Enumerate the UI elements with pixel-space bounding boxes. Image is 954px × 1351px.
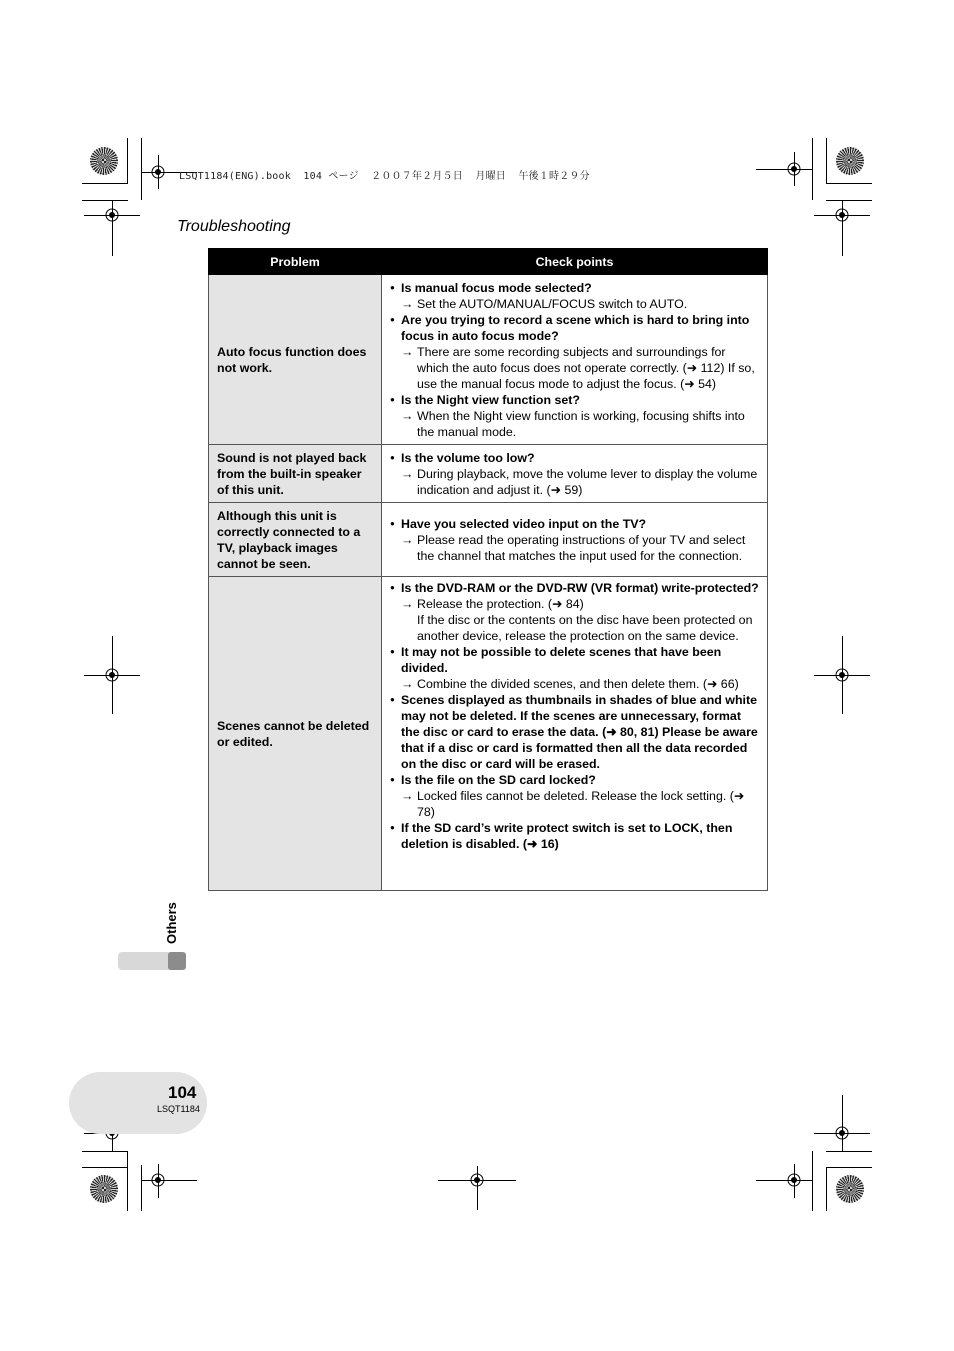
registration-mark-icon [785,160,803,178]
registration-mark-icon [833,666,851,684]
check-answer [390,532,759,564]
check-question-text: Is the file on the SD card locked? [401,773,596,787]
check-answer-text: During playback, move the volume lever to display the volume indication and adjust it. (➜ 59) [417,466,758,497]
check-answer-text: Combine the divided scenes, and then delete them. (➜ 66) [417,677,739,691]
check-question-text: Have you selected video input on the TV? [401,516,647,531]
check-question [390,692,759,772]
print-registration-sun-icon [836,1175,864,1203]
check-question-text: It may not be possible to delete scenes that have been divided. [401,645,722,675]
model-code: LSQT1184 [157,1104,200,1114]
section-tab-marker [168,952,186,970]
column-header-problem: Problem [209,249,382,275]
arrow-right-icon: → [401,344,414,359]
problem-cell: Auto focus function does not work. [209,275,382,445]
registration-mark-icon [833,1124,851,1142]
check-answer-text: Release the protection. (➜ 84) [417,597,584,611]
check-question [390,820,759,852]
check-question-text: If the SD card’s write protect switch is set to LOCK, then deletion is disabled. (➜ 16) [401,821,733,851]
check-question-text: Are you trying to record a scene which is hard to bring into focus in auto focus mode? [401,312,750,343]
check-points-cell [382,275,768,445]
check-answer [390,344,759,392]
registration-mark-icon [833,206,851,224]
problem-cell: Although this unit is correctly connected to a TV, playback images cannot be seen. [209,503,382,577]
check-question [390,450,759,466]
registration-mark-icon [468,1171,486,1189]
check-question-text: Is the DVD-RAM or the DVD-RW (VR format) write-protected? [401,581,759,595]
check-answer [390,596,759,612]
registration-mark-icon [103,666,121,684]
check-answer [390,788,759,820]
check-question [390,312,759,344]
arrow-right-icon: → [401,532,414,547]
check-question [390,644,759,676]
arrow-right-icon: → [401,677,414,691]
table-row [209,503,768,577]
check-question-text: Is the volume too low? [401,450,535,465]
arrow-right-icon: → [401,466,414,481]
table-row [209,445,768,503]
arrow-right-icon: → [401,597,414,611]
check-points-cell [382,503,768,577]
page-number: 104 [168,1083,197,1102]
check-answer-text: There are some recording subjects and surroundings for which the auto focus does not operate correctly. (➜ 112) If so, use the manual focus mode to adjust the focus. (➜ 54) [417,344,755,391]
check-note: If the disc or the contents on the disc have been protected on another device, release the protection on the same device. [417,613,753,643]
column-header-check-points: Check points [382,249,768,275]
check-answer [390,408,759,440]
check-points-cell [382,577,768,891]
check-question-text: Scenes displayed as thumbnails in shades of blue and white may not be deleted. If the scenes are unnecessary, format the disc or card to erase the data. (➜ 80, 81) Please be aware that if a disc or card is formatted then all the data recorded on the disc or card will be erased. [401,693,758,771]
check-question [390,280,759,296]
page-title: Troubleshooting [177,218,291,235]
print-registration-sun-icon [836,147,864,175]
problem-cell: Sound is not played back from the built-in speaker of this unit. [209,445,382,503]
table-row [209,577,768,891]
registration-mark-icon [149,163,167,181]
table-row [209,275,768,445]
check-question [390,772,759,788]
print-header: LSQT1184(ENG).book 104 ページ ２００７年２月５日 月曜日 午後１時２９分 [179,171,590,182]
check-answer [390,676,759,692]
check-question-text: Is manual focus mode selected? [401,280,592,295]
check-question [390,580,759,596]
registration-mark-icon [149,1171,167,1189]
check-points-cell [382,445,768,503]
check-answer-text: When the Night view function is working, focusing shifts into the manual mode. [417,408,745,439]
page-number-badge [69,1072,207,1134]
check-answer-text: Locked files cannot be deleted. Release the lock setting. (➜ 78) [417,789,745,819]
check-answer-text: Set the AUTO/MANUAL/FOCUS switch to AUTO. [417,296,688,311]
arrow-right-icon: → [401,408,414,423]
print-registration-sun-icon [90,1175,118,1203]
print-registration-sun-icon [90,147,118,175]
check-answer [390,296,759,312]
registration-mark-icon [103,206,121,224]
section-tab-label: Others [164,902,179,944]
check-answer-text: Please read the operating instructions of your TV and select the channel that matches the input used for the connection. [417,532,746,563]
check-question-text: Is the Night view function set? [401,392,580,407]
problem-cell: Scenes cannot be deleted or edited. [209,577,382,891]
check-answer [390,466,759,498]
registration-mark-icon [785,1171,803,1189]
arrow-right-icon: → [401,789,414,803]
check-question [390,516,759,532]
troubleshooting-table [208,248,768,891]
table-header-row [209,249,768,275]
check-question [390,392,759,408]
arrow-right-icon: → [401,296,414,311]
